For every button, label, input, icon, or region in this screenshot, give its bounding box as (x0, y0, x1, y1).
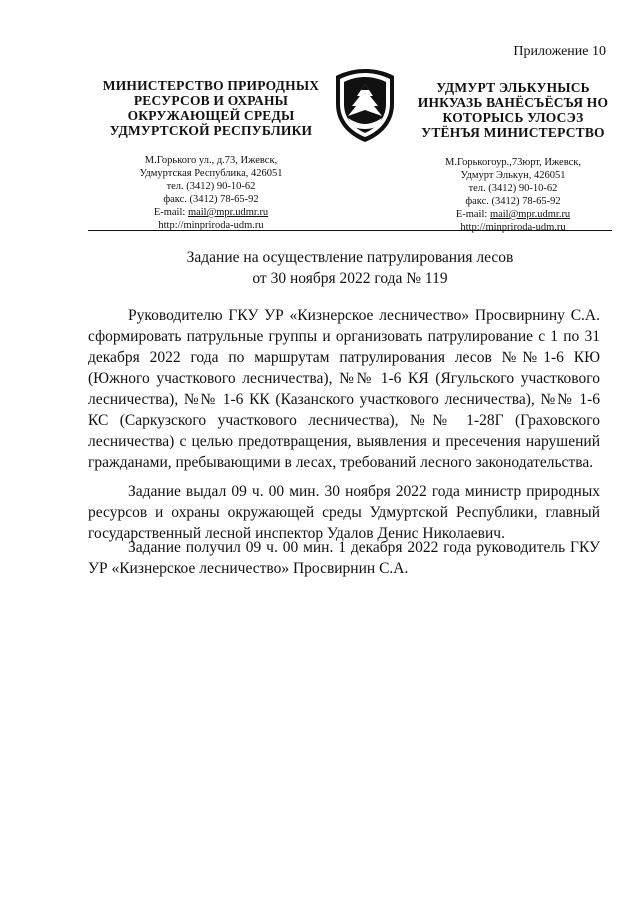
right-org-fax: факс. (3412) 78-65-92 (465, 196, 561, 207)
left-org-title-line: УДМУРТСКОЙ РЕСПУБЛИКИ (109, 123, 313, 138)
left-org-title-line: РЕСУРСОВ И ОХРАНЫ (133, 93, 289, 108)
right-org-address-line2: Удмурт Элькун, 426051 (460, 170, 566, 181)
right-org-phone: тел. (3412) 90-10-62 (468, 183, 558, 194)
right-org-email-label: E-mail: (455, 209, 490, 220)
left-org-fax: факс. (3412) 78-65-92 (163, 194, 259, 205)
left-org-email-row (92, 206, 330, 219)
right-org-title (410, 80, 616, 140)
right-org-title-line: УДМУРТ ЭЛЬКУНЫСЬ (436, 80, 590, 95)
left-org-header (92, 78, 330, 232)
left-org-contacts (92, 154, 330, 232)
right-org-email-row (410, 208, 616, 221)
right-org-contacts (410, 156, 616, 234)
left-org-phone: тел. (3412) 90-10-62 (166, 181, 256, 192)
left-org-address-line1: М.Горького ул., д.73, Ижевск, (144, 155, 278, 166)
document-title (120, 247, 580, 289)
left-org-address-line2: Удмуртская Республика, 426051 (139, 168, 283, 179)
appendix-label: Приложение 10 (513, 44, 606, 59)
right-org-title-line: УТЁНЪЯ МИНИСТЕРСТВО (421, 125, 605, 140)
right-org-header (410, 80, 616, 234)
right-org-title-line: КОТОРЫСЬ УЛОСЭЗ (442, 110, 584, 125)
document-title-line2: от 30 ноября 2022 года № 119 (252, 270, 448, 287)
right-org-title-line: ИНКУАЗЬ ВАНЁСЪЁСЪЯ НО (417, 95, 609, 110)
right-org-website[interactable]: http://minpriroda-udm.ru (460, 222, 566, 233)
udmurt-coat-of-arms-icon (330, 66, 400, 144)
left-org-email-label: E-mail: (153, 207, 188, 218)
left-org-title (92, 78, 330, 138)
paragraph-received: Задание получил 09 ч. 00 мин. 1 декабря 2022 года руководитель ГКУ УР «Кизнерское лесничество» Просвирнин С.А. (88, 539, 600, 577)
right-org-email-link[interactable]: mail@mpr.udmr.ru (489, 209, 571, 220)
paragraph-issued: Задание выдал 09 ч. 00 мин. 30 ноября 2022 года министр природных ресурсов и охраны окружающей среды Удмуртской Республики, главный государственный лесной инспектор Удалов Денис Николаевич. (88, 483, 600, 542)
left-org-website[interactable]: http://minpriroda-udm.ru (158, 220, 264, 231)
left-org-title-line: МИНИСТЕРСТВО ПРИРОДНЫХ (102, 78, 320, 93)
right-org-address-line1: М.Горькогоур.,73юрт, Ижевск, (444, 157, 581, 168)
document-title-line1: Задание на осуществление патрулирования лесов (186, 249, 514, 266)
paragraph-assignment: Руководителю ГКУ УР «Кизнерское лесничество» Просвирнину С.А. сформировать патрульные группы и организовать патрулирование с 1 по 31 декабря 2022 года по маршрутам патрулирования лесов №№1-6 КЮ (Южного участкового лесничества), №№ 1-6 КЯ (Ягульского участкового лесничества), №№ 1-6 КК (Казанского участкового лесничества), №№ 1-6 КС (Саркузского участкового лесничества), №№ 1-28Г (Граховского лесничества) с целью предотвращения, выявления и пресечения нарушений гражданами, пребывающими в лесах, требований лесного законодательства. (88, 307, 600, 471)
left-org-email-link[interactable]: mail@mpr.udmr.ru (187, 207, 269, 218)
left-org-title-line: ОКРУЖАЮЩЕЙ СРЕДЫ (127, 108, 295, 123)
header-divider (88, 230, 612, 231)
